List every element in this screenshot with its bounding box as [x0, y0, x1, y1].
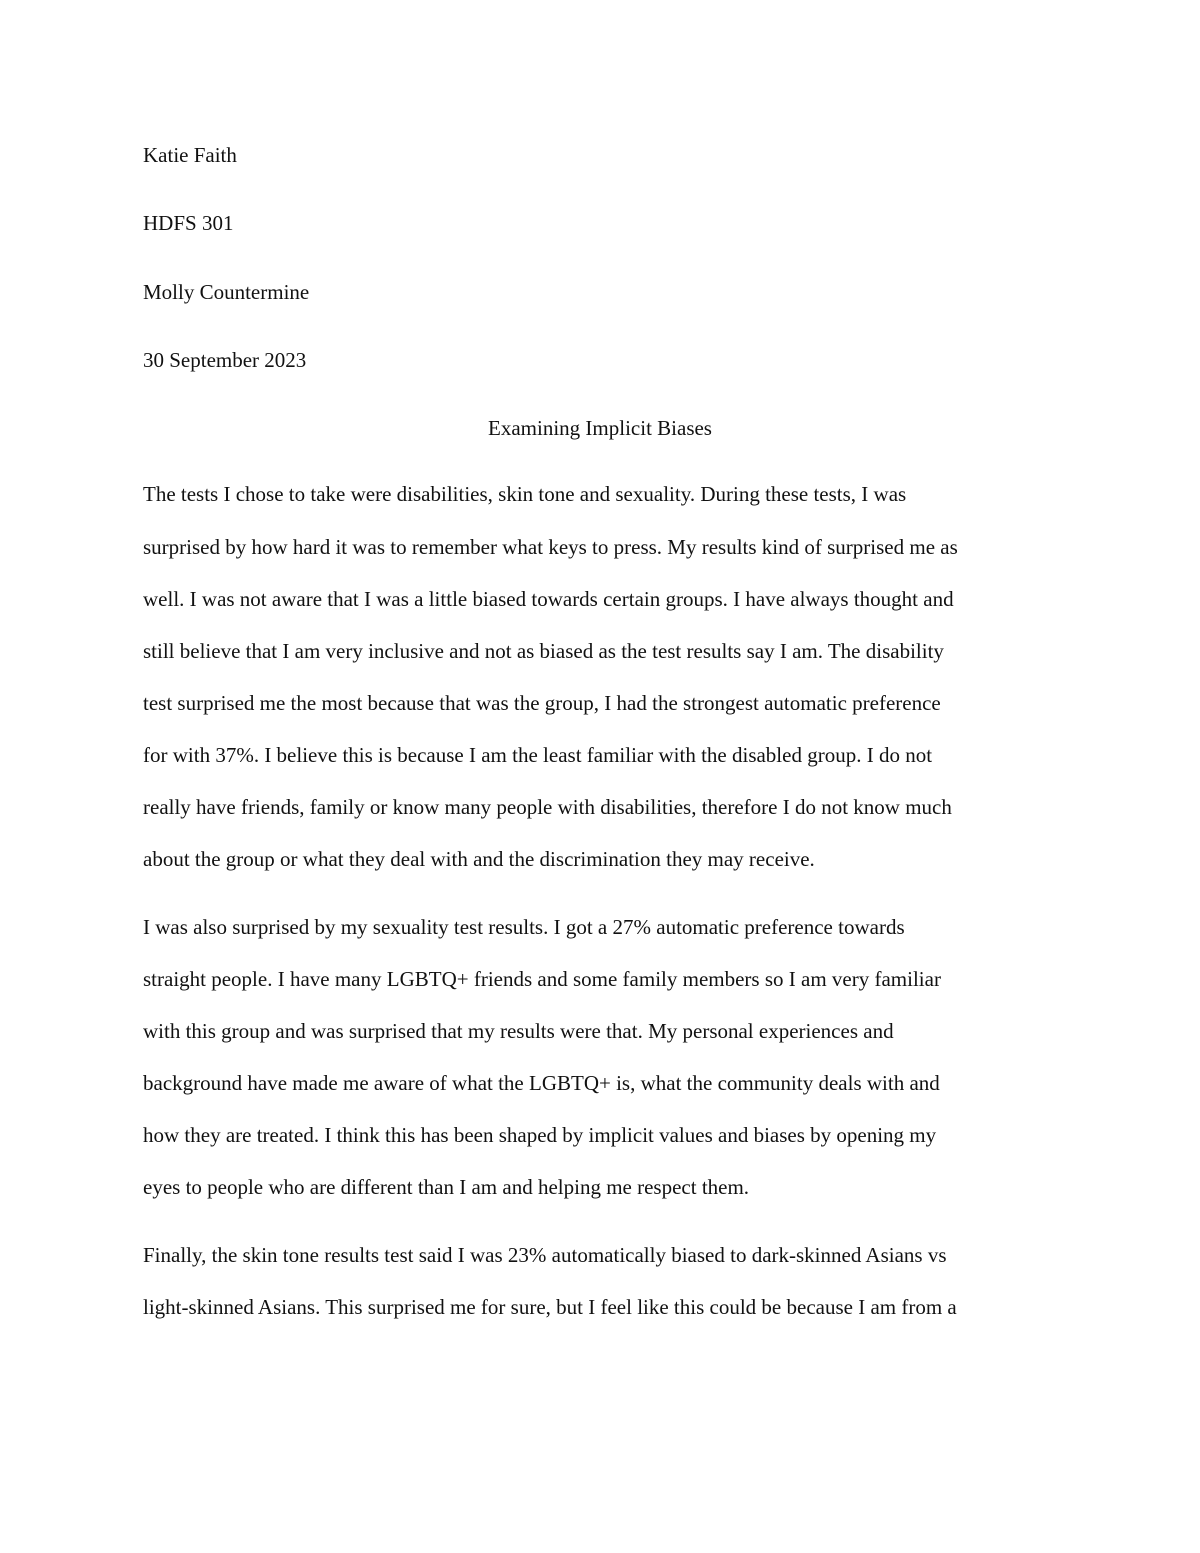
paragraph-line: well. I was not aware that I was a little biased towards certain groups. I have always thought and: [143, 587, 954, 611]
paragraph-line: The tests I chose to take were disabilities, skin tone and sexuality. During these tests, I was: [143, 482, 907, 506]
document-title: Examining Implicit Biases: [488, 416, 712, 440]
student-name: Katie Faith: [143, 143, 237, 167]
paragraph-line: test surprised me the most because that was the group, I had the strongest automatic preference: [143, 691, 941, 715]
paragraph-line: eyes to people who are different than I am and helping me respect them.: [143, 1175, 750, 1199]
paragraph-line: I was also surprised by my sexuality test results. I got a 27% automatic preference towards: [143, 915, 905, 939]
paragraph-line: light-skinned Asians. This surprised me for sure, but I feel like this could be because I am from a: [143, 1295, 957, 1319]
course-name: HDFS 301: [143, 211, 234, 235]
paragraph-line: still believe that I am very inclusive and not as biased as the test results say I am. The disability: [143, 639, 944, 663]
paragraph-line: straight people. I have many LGBTQ+ friends and some family members so I am very familiar: [143, 967, 941, 991]
instructor-name: Molly Countermine: [143, 280, 310, 304]
paragraph-line: surprised by how hard it was to remember what keys to press. My results kind of surprised me as: [143, 535, 958, 559]
document-date: 30 September 2023: [143, 348, 307, 372]
paragraph-line: really have friends, family or know many people with disabilities, therefore I do not know much: [143, 795, 952, 819]
paragraph-line: with this group and was surprised that my results were that. My personal experiences and: [143, 1019, 894, 1043]
paragraph-line: background have made me aware of what the LGBTQ+ is, what the community deals with and: [143, 1071, 940, 1095]
paragraph-line: about the group or what they deal with and the discrimination they may receive.: [143, 847, 815, 871]
paragraph-line: how they are treated. I think this has been shaped by implicit values and biases by opening my: [143, 1123, 937, 1147]
paragraph-line: for with 37%. I believe this is because I am the least familiar with the disabled group. I do not: [143, 743, 933, 767]
paragraph-line: Finally, the skin tone results test said I was 23% automatically biased to dark-skinned Asians vs: [143, 1243, 947, 1267]
